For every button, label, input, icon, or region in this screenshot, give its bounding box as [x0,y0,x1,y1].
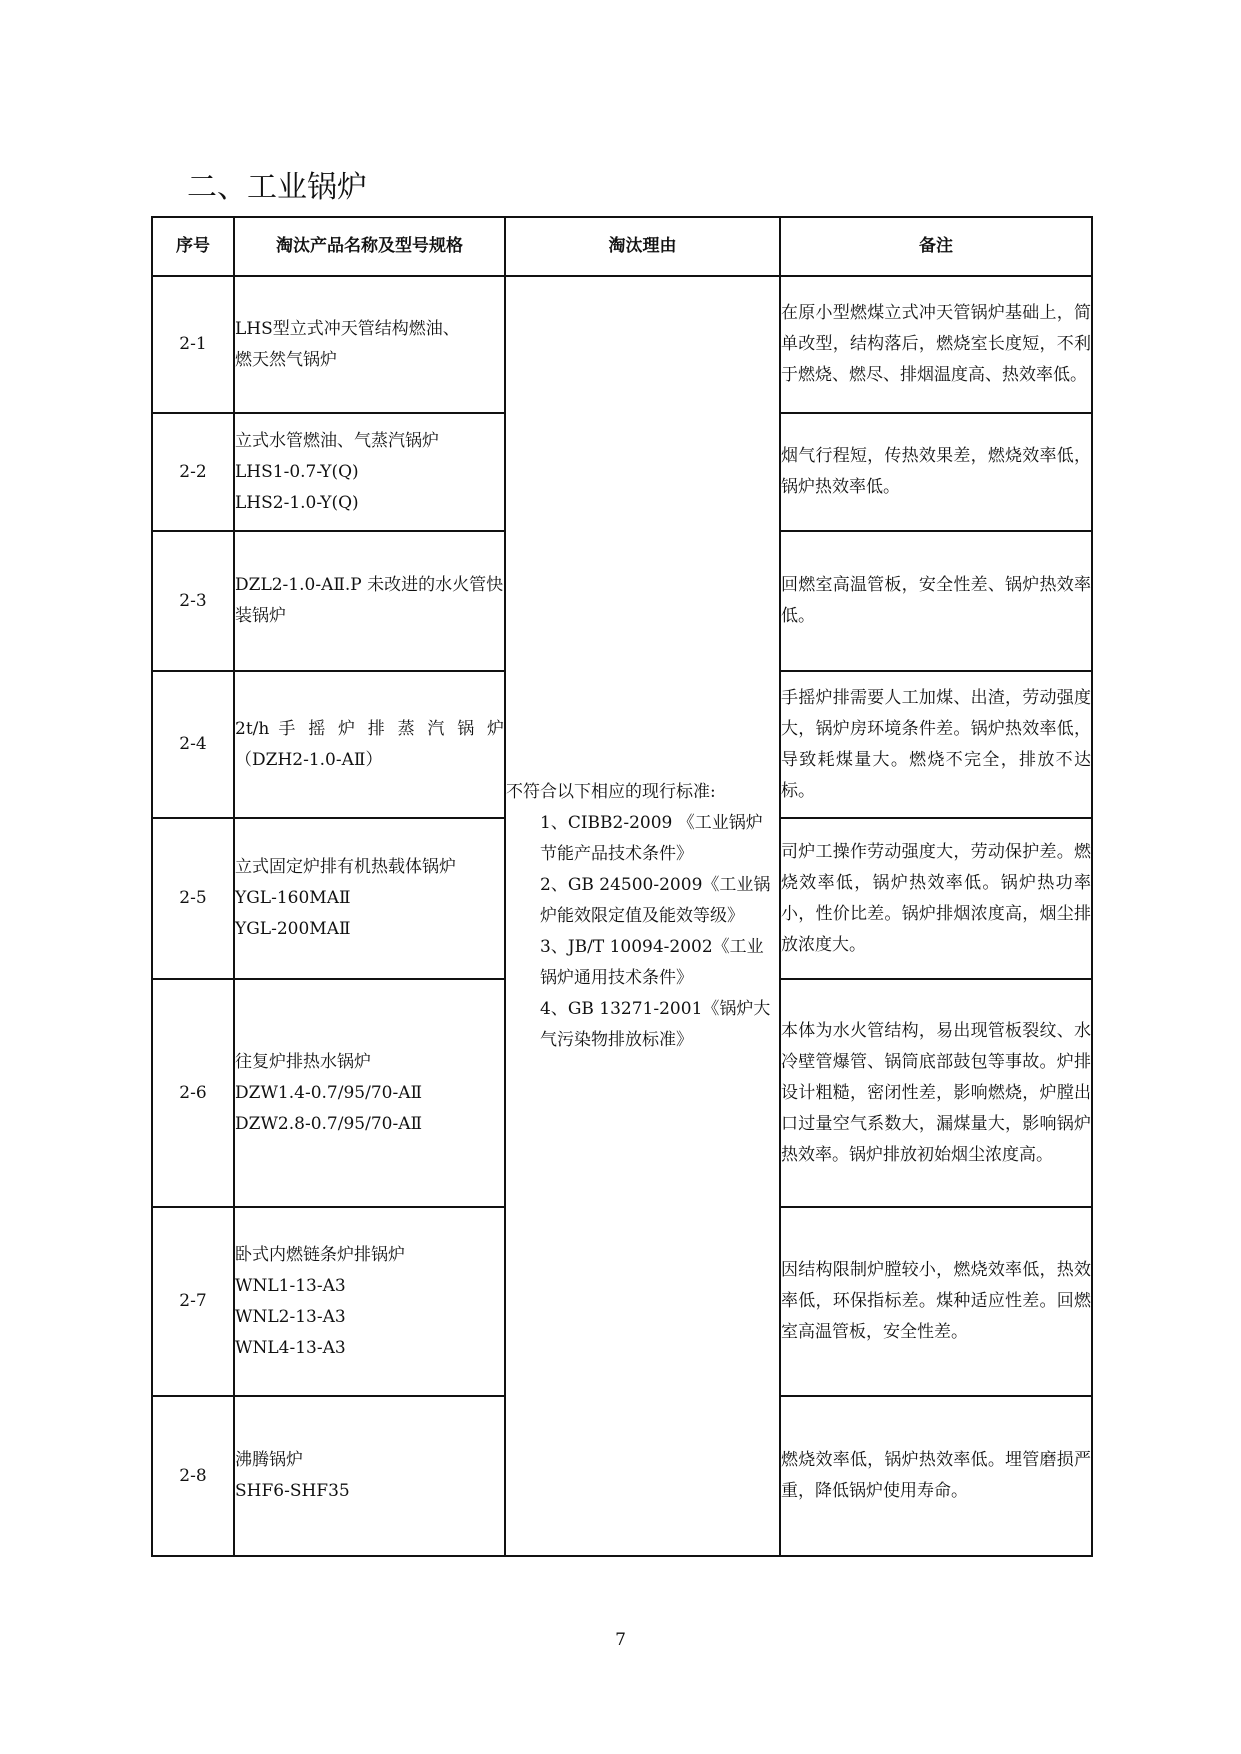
row-no: 2-8 [152,1396,234,1556]
name-line: LHS2-1.0-Y(Q) [235,492,359,513]
row-name [234,276,505,413]
name-line: DZL2-1.0-AⅡ.P 未改进的水火管快装锅炉 [235,575,504,626]
row-no: 2-6 [152,979,234,1207]
name-line: 燃天然气锅炉 [235,349,337,370]
row-note: 因结构限制炉膛较小，燃烧效率低，热效率低，环保指标差。煤种适应性差。回燃室高温管板，安全性差。 [780,1207,1092,1396]
name-line: LHS型立式冲天管结构燃油、 [235,318,460,339]
table-header-row [152,217,1092,276]
name-line: LHS1-0.7-Y(Q) [235,461,359,482]
obsolete-boiler-table [151,216,1093,1557]
row-no: 2-5 [152,818,234,979]
section-title: 二、工业锅炉 [187,170,367,205]
name-line: 往复炉排热水锅炉 [235,1051,371,1072]
name-line: SHF6-SHF35 [235,1481,350,1501]
name-line: 立式水管燃油、气蒸汽锅炉 [235,430,439,451]
row-note: 烟气行程短，传热效果差，燃烧效率低，锅炉热效率低。 [780,413,1092,531]
header-name: 淘汰产品名称及型号规格 [234,217,505,276]
reason-standard: 3、JB/T 10094-2002《工业锅炉通用技术条件》 [540,936,764,988]
row-name [234,1207,505,1396]
header-reason: 淘汰理由 [505,217,780,276]
name-line: 立式固定炉排有机热载体锅炉 [235,857,456,877]
header-no: 序号 [152,217,234,276]
row-no: 2-4 [152,671,234,818]
name-line: WNL4-13-A3 [235,1337,346,1358]
name-line: 沸腾锅炉 [235,1450,303,1470]
row-name [234,979,505,1207]
row-note: 司炉工操作劳动强度大，劳动保护差。燃烧效率低，锅炉热效率低。锅炉热功率小，性价比差。锅炉排烟浓度高，烟尘排放浓度大。 [780,818,1092,979]
row-note: 在原小型燃煤立式冲天管锅炉基础上，简单改型，结构落后，燃烧室长度短，不利于燃烧、燃尽、排烟温度高、热效率低。 [780,276,1092,413]
row-note: 回燃室高温管板，安全性差、锅炉热效率低。 [780,531,1092,671]
row-no: 2-2 [152,413,234,531]
row-name [234,818,505,979]
shared-reason [505,276,780,1556]
name-line: 卧式内燃链条炉排锅炉 [235,1244,405,1265]
row-note: 本体为水火管结构，易出现管板裂纹、水冷壁管爆管、锅筒底部鼓包等事故。炉排设计粗糙，密闭性差，影响燃烧，炉膛出口过量空气系数大，漏煤量大，影响锅炉热效率。锅炉排放初始烟尘浓度高。 [780,979,1092,1207]
row-name [234,531,505,671]
reason-standard: 4、GB 13271-2001《锅炉大气污染物排放标准》 [540,998,771,1050]
page-number: 7 [615,1630,626,1650]
name-line: WNL2-13-A3 [235,1306,346,1327]
name-line: 2t/h 手 摇 炉 排 蒸 汽 锅 炉 [235,718,504,739]
name-line: YGL-160MAⅡ [235,888,351,908]
reason-standard: 1、CIBB2-2009 《工业锅炉节能产品技术条件》 [540,812,763,864]
row-name [234,1396,505,1556]
reason-standard: 2、GB 24500-2009《工业锅炉能效限定值及能效等级》 [540,874,771,926]
row-name [234,413,505,531]
row-no: 2-1 [152,276,234,413]
row-note: 手摇炉排需要人工加煤、出渣，劳动强度大，锅炉房环境条件差。锅炉热效率低，导致耗煤量大。燃烧不完全，排放不达标。 [780,671,1092,818]
row-name [234,671,505,818]
name-line: DZW1.4-0.7/95/70-AⅡ [235,1082,423,1103]
name-line: YGL-200MAⅡ [235,919,351,939]
name-line: WNL1-13-A3 [235,1275,346,1296]
table-row [152,276,1092,413]
row-note: 燃烧效率低，锅炉热效率低。埋管磨损严重，降低锅炉使用寿命。 [780,1396,1092,1556]
reason-intro: 不符合以下相应的现行标准: [506,781,716,802]
row-no: 2-7 [152,1207,234,1396]
row-no: 2-3 [152,531,234,671]
name-line: DZW2.8-0.7/95/70-AⅡ [235,1113,423,1134]
name-line: （DZH2-1.0-AⅡ） [235,749,383,770]
header-note: 备注 [780,217,1092,276]
